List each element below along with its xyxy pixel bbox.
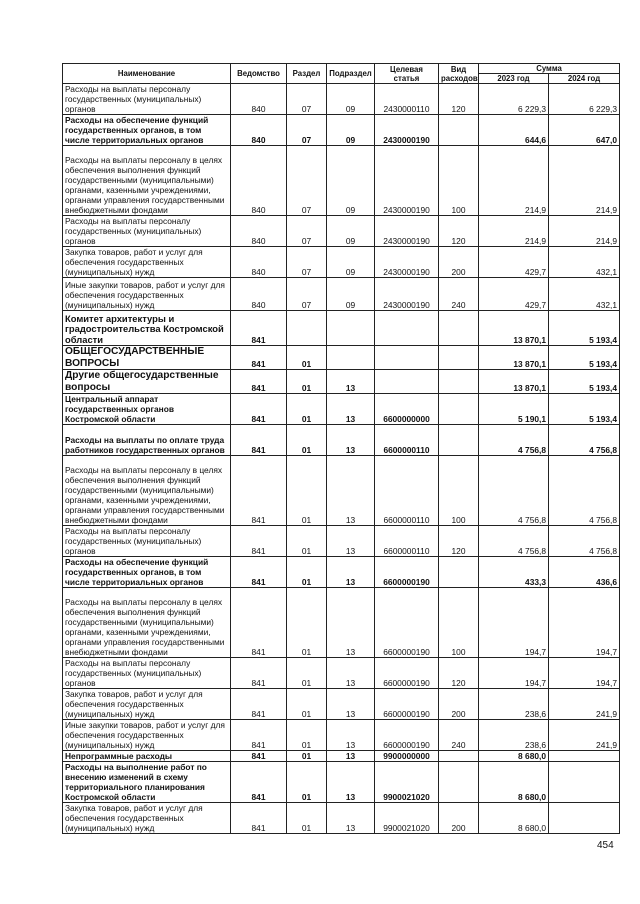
- cell-2023: 8 680,0: [479, 803, 549, 834]
- cell-target: 6600000190: [375, 689, 439, 720]
- cell-2024: 241,9: [549, 689, 620, 720]
- cell-subsection: [327, 346, 375, 370]
- cell-dept: 841: [231, 689, 287, 720]
- cell-2024: 5 193,4: [549, 346, 620, 370]
- table-row: [63, 588, 620, 658]
- cell-target: [375, 311, 439, 346]
- cell-section: 07: [287, 115, 327, 146]
- cell-type: 100: [439, 146, 479, 216]
- table-row: [63, 146, 620, 216]
- cell-2024: 432,1: [549, 247, 620, 278]
- cell-target: 2430000190: [375, 115, 439, 146]
- cell-target: 9900021020: [375, 762, 439, 803]
- cell-target: 9900000000: [375, 751, 439, 762]
- col-name-header: Наименование: [63, 64, 231, 84]
- col-dept-header: Ведомство: [231, 64, 287, 84]
- cell-2023: 8 680,0: [479, 762, 549, 803]
- cell-2023: 5 190,1: [479, 394, 549, 425]
- cell-subsection: 13: [327, 557, 375, 588]
- cell-name: ОБЩЕГОСУДАРСТВЕННЫЕ ВОПРОСЫ: [63, 346, 231, 370]
- cell-dept: 840: [231, 278, 287, 311]
- cell-name: Расходы на выплаты по оплате труда работников государственных органов: [63, 425, 231, 456]
- cell-2024: 5 193,4: [549, 311, 620, 346]
- col-2024-header: 2024 год: [549, 74, 620, 84]
- cell-2024: 4 756,8: [549, 425, 620, 456]
- cell-dept: 841: [231, 394, 287, 425]
- header-row: [63, 64, 620, 74]
- table-row: [63, 311, 620, 346]
- cell-section: 01: [287, 751, 327, 762]
- cell-target: 2430000190: [375, 278, 439, 311]
- cell-dept: 841: [231, 557, 287, 588]
- cell-dept: 841: [231, 803, 287, 834]
- cell-target: 6600000190: [375, 588, 439, 658]
- cell-dept: 841: [231, 526, 287, 557]
- table-row: [63, 84, 620, 115]
- cell-subsection: 09: [327, 216, 375, 247]
- cell-subsection: [327, 311, 375, 346]
- cell-2024: [549, 803, 620, 834]
- cell-subsection: 09: [327, 247, 375, 278]
- col-sum-header: Сумма: [479, 64, 620, 74]
- cell-subsection: 13: [327, 689, 375, 720]
- cell-2024: 5 193,4: [549, 370, 620, 394]
- cell-subsection: 13: [327, 751, 375, 762]
- cell-type: 120: [439, 526, 479, 557]
- cell-section: 01: [287, 557, 327, 588]
- cell-2023: 429,7: [479, 247, 549, 278]
- cell-section: 07: [287, 216, 327, 247]
- cell-name: Расходы на обеспечение функций государственных органов, в том числе территориальных органов: [63, 115, 231, 146]
- cell-2023: 644,6: [479, 115, 549, 146]
- cell-section: 01: [287, 720, 327, 751]
- cell-section: 01: [287, 346, 327, 370]
- cell-name: Закупка товаров, работ и услуг для обеспечения государственных (муниципальных) нужд: [63, 689, 231, 720]
- cell-type: [439, 762, 479, 803]
- cell-type: [439, 751, 479, 762]
- cell-2024: 647,0: [549, 115, 620, 146]
- cell-section: 01: [287, 370, 327, 394]
- cell-type: [439, 394, 479, 425]
- cell-2023: 214,9: [479, 146, 549, 216]
- cell-2023: 4 756,8: [479, 456, 549, 526]
- cell-type: 200: [439, 803, 479, 834]
- table-row: [63, 115, 620, 146]
- cell-name: Расходы на обеспечение функций государственных органов, в том числе территориальных органов: [63, 557, 231, 588]
- cell-2024: 5 193,4: [549, 394, 620, 425]
- cell-subsection: 13: [327, 588, 375, 658]
- cell-type: [439, 115, 479, 146]
- cell-dept: 840: [231, 115, 287, 146]
- cell-2023: 238,6: [479, 689, 549, 720]
- cell-subsection: 13: [327, 425, 375, 456]
- cell-target: 6600000110: [375, 456, 439, 526]
- table-row: [63, 456, 620, 526]
- cell-subsection: 13: [327, 803, 375, 834]
- cell-2024: 436,6: [549, 557, 620, 588]
- cell-target: 2430000190: [375, 216, 439, 247]
- table-row: [63, 689, 620, 720]
- cell-type: 100: [439, 456, 479, 526]
- cell-type: 240: [439, 278, 479, 311]
- cell-dept: 841: [231, 720, 287, 751]
- cell-name: Расходы на выплаты персоналу государственных (муниципальных) органов: [63, 526, 231, 557]
- budget-table: [62, 63, 620, 834]
- table-row: [63, 526, 620, 557]
- cell-target: 2430000190: [375, 247, 439, 278]
- cell-2023: 4 756,8: [479, 425, 549, 456]
- cell-type: 120: [439, 216, 479, 247]
- cell-name: Комитет архитектуры и градостроительства Костромской области: [63, 311, 231, 346]
- cell-dept: 840: [231, 146, 287, 216]
- col-type-header: Вид расходов: [439, 64, 479, 84]
- cell-name: Закупка товаров, работ и услуг для обеспечения государственных (муниципальных) нужд: [63, 247, 231, 278]
- cell-2023: 13 870,1: [479, 311, 549, 346]
- cell-type: [439, 425, 479, 456]
- table-row: [63, 751, 620, 762]
- cell-2024: 6 229,3: [549, 84, 620, 115]
- cell-dept: 841: [231, 370, 287, 394]
- table-row: [63, 346, 620, 370]
- cell-dept: 841: [231, 588, 287, 658]
- cell-subsection: 13: [327, 370, 375, 394]
- cell-dept: 841: [231, 346, 287, 370]
- cell-2024: [549, 751, 620, 762]
- cell-2023: 13 870,1: [479, 346, 549, 370]
- cell-target: 2430000190: [375, 146, 439, 216]
- cell-2024: 4 756,8: [549, 526, 620, 557]
- cell-section: 01: [287, 526, 327, 557]
- cell-2023: 6 229,3: [479, 84, 549, 115]
- cell-type: 120: [439, 84, 479, 115]
- cell-type: [439, 346, 479, 370]
- cell-target: 6600000190: [375, 557, 439, 588]
- cell-2023: 13 870,1: [479, 370, 549, 394]
- page-number: 454: [597, 840, 614, 851]
- cell-subsection: 13: [327, 394, 375, 425]
- cell-name: Закупка товаров, работ и услуг для обеспечения государственных (муниципальных) нужд: [63, 803, 231, 834]
- col-2023-header: 2023 год: [479, 74, 549, 84]
- cell-target: 6600000190: [375, 658, 439, 689]
- cell-2023: 429,7: [479, 278, 549, 311]
- cell-2023: 238,6: [479, 720, 549, 751]
- cell-subsection: 13: [327, 456, 375, 526]
- cell-subsection: 13: [327, 526, 375, 557]
- cell-section: 01: [287, 394, 327, 425]
- cell-section: 01: [287, 803, 327, 834]
- table-row: [63, 247, 620, 278]
- cell-dept: 841: [231, 456, 287, 526]
- cell-name: Расходы на выплаты персоналу государственных (муниципальных) органов: [63, 216, 231, 247]
- cell-name: Расходы на выполнение работ по внесению изменений в схему территориального планирования Костромской области: [63, 762, 231, 803]
- cell-dept: 840: [231, 84, 287, 115]
- cell-name: Расходы на выплаты персоналу в целях обеспечения выполнения функций государственными (муниципальными) органами, казенными учреждениями, органами управления государственными внебюджетными фондами: [63, 588, 231, 658]
- cell-subsection: 09: [327, 84, 375, 115]
- cell-type: 200: [439, 689, 479, 720]
- cell-subsection: 09: [327, 146, 375, 216]
- cell-section: 01: [287, 762, 327, 803]
- cell-name: Расходы на выплаты персоналу государственных (муниципальных) органов: [63, 84, 231, 115]
- cell-target: 6600000110: [375, 526, 439, 557]
- cell-name: Иные закупки товаров, работ и услуг для обеспечения государственных (муниципальных) нужд: [63, 278, 231, 311]
- cell-subsection: 09: [327, 278, 375, 311]
- cell-dept: 841: [231, 311, 287, 346]
- cell-name: Расходы на выплаты персоналу в целях обеспечения выполнения функций государственными (муниципальными) органами, казенными учреждениями, органами управления государственными внебюджетными фондами: [63, 146, 231, 216]
- cell-2023: 433,3: [479, 557, 549, 588]
- cell-name: Другие общегосударственные вопросы: [63, 370, 231, 394]
- cell-dept: 841: [231, 425, 287, 456]
- table-row: [63, 803, 620, 834]
- cell-dept: 841: [231, 762, 287, 803]
- cell-target: 9900021020: [375, 803, 439, 834]
- table-row: [63, 557, 620, 588]
- cell-2024: 4 756,8: [549, 456, 620, 526]
- cell-section: 01: [287, 658, 327, 689]
- cell-name: Центральный аппарат государственных органов Костромской области: [63, 394, 231, 425]
- cell-2024: 214,9: [549, 216, 620, 247]
- cell-dept: 840: [231, 247, 287, 278]
- cell-dept: 840: [231, 216, 287, 247]
- cell-2024: 214,9: [549, 146, 620, 216]
- cell-2023: 194,7: [479, 658, 549, 689]
- cell-section: 01: [287, 588, 327, 658]
- cell-type: 120: [439, 658, 479, 689]
- col-target-header: Целевая статья: [375, 64, 439, 84]
- cell-target: [375, 346, 439, 370]
- cell-target: 2430000110: [375, 84, 439, 115]
- table-row: [63, 278, 620, 311]
- cell-subsection: 13: [327, 762, 375, 803]
- col-section-header: Раздел: [287, 64, 327, 84]
- table-row: [63, 762, 620, 803]
- cell-section: 07: [287, 146, 327, 216]
- cell-dept: 841: [231, 658, 287, 689]
- cell-section: [287, 311, 327, 346]
- cell-2023: 4 756,8: [479, 526, 549, 557]
- cell-target: 6600000110: [375, 425, 439, 456]
- cell-name: Расходы на выплаты персоналу в целях обеспечения выполнения функций государственными (муниципальными) органами, казенными учреждениями, органами управления государственными внебюджетными фондами: [63, 456, 231, 526]
- col-subsection-header: Подраздел: [327, 64, 375, 84]
- cell-type: 100: [439, 588, 479, 658]
- cell-target: [375, 370, 439, 394]
- table-row: [63, 216, 620, 247]
- cell-2024: [549, 762, 620, 803]
- cell-target: 6600000000: [375, 394, 439, 425]
- cell-type: [439, 370, 479, 394]
- cell-type: 200: [439, 247, 479, 278]
- cell-2023: 8 680,0: [479, 751, 549, 762]
- cell-type: [439, 557, 479, 588]
- cell-name: Иные закупки товаров, работ и услуг для обеспечения государственных (муниципальных) нужд: [63, 720, 231, 751]
- table-body: [63, 84, 620, 834]
- cell-type: 240: [439, 720, 479, 751]
- cell-dept: 841: [231, 751, 287, 762]
- cell-section: 07: [287, 278, 327, 311]
- cell-2024: 432,1: [549, 278, 620, 311]
- table-row: [63, 394, 620, 425]
- cell-2023: 214,9: [479, 216, 549, 247]
- cell-subsection: 13: [327, 720, 375, 751]
- table-row: [63, 658, 620, 689]
- cell-section: 07: [287, 247, 327, 278]
- cell-2024: 241,9: [549, 720, 620, 751]
- cell-2024: 194,7: [549, 658, 620, 689]
- cell-name: Расходы на выплаты персоналу государственных (муниципальных) органов: [63, 658, 231, 689]
- cell-target: 6600000190: [375, 720, 439, 751]
- cell-2024: 194,7: [549, 588, 620, 658]
- cell-type: [439, 311, 479, 346]
- cell-2023: 194,7: [479, 588, 549, 658]
- table-row: [63, 370, 620, 394]
- table-row: [63, 720, 620, 751]
- cell-name: Непрограммные расходы: [63, 751, 231, 762]
- cell-section: 01: [287, 689, 327, 720]
- cell-subsection: 13: [327, 658, 375, 689]
- cell-subsection: 09: [327, 115, 375, 146]
- cell-section: 01: [287, 456, 327, 526]
- cell-section: 01: [287, 425, 327, 456]
- cell-section: 07: [287, 84, 327, 115]
- table-row: [63, 425, 620, 456]
